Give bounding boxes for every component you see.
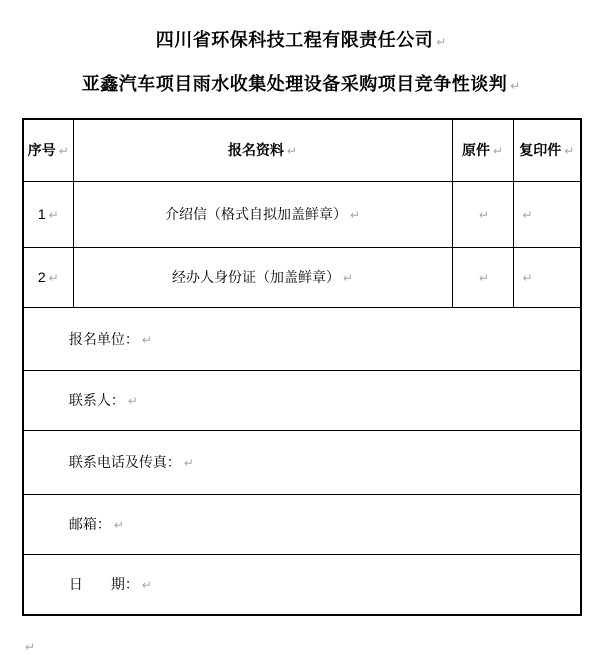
header-original-label: 原件 [461,142,490,159]
item1-material-cell [73,181,452,247]
contact-person-label: 联系人： [68,392,125,408]
item2-material-cell [73,247,452,307]
item1-copy-cell [513,181,581,247]
return-mark-icon: ↵ [349,208,361,222]
table-row-date [23,554,581,615]
header-cell-seq [23,119,73,181]
return-mark-icon: ↵ [286,144,298,159]
document-title-line1 [0,26,602,52]
table-row-phone-fax [23,430,581,494]
header-material-label: 报名资料 [227,142,284,159]
trailing-paragraph [22,638,35,655]
return-mark-icon: ↵ [183,456,194,470]
return-mark-icon: ↵ [141,332,152,347]
header-seq-label: 序号 [27,142,56,159]
header-copy-label: 复印件 [519,142,562,159]
return-mark-icon: ↵ [25,640,36,654]
header-cell-original [452,119,513,181]
return-mark-icon: ↵ [522,271,533,285]
item2-copy-cell [513,247,581,307]
return-mark-icon: ↵ [478,208,490,222]
document-title-line2 [0,70,602,96]
title-line2-text: 亚鑫汽车项目雨水收集处理设备采购项目竞争性谈判 [81,74,508,94]
item1-seq-cell [23,181,73,247]
return-mark-icon: ↵ [564,144,575,159]
return-mark-icon: ↵ [436,35,447,49]
table-header-row [23,119,581,181]
return-mark-icon: ↵ [58,144,69,159]
item2-original-cell [452,247,513,307]
table-row-contact-person [23,370,581,430]
return-mark-icon: ↵ [478,271,490,285]
return-mark-icon: ↵ [492,144,504,159]
header-cell-material [73,119,452,181]
table-row-email [23,494,581,554]
item2-seq-value: 2 [37,269,46,285]
email-label: 邮箱： [68,516,111,532]
header-cell-copy [513,119,581,181]
item1-material-text: 介绍信（格式自拟加盖鲜章） [164,206,347,222]
return-mark-icon: ↵ [342,271,354,285]
table-row-registrant-unit [23,307,581,370]
item2-material-text: 经办人身份证（加盖鲜章） [171,269,340,285]
date-cell [23,554,581,615]
registrant-unit-label: 报名单位： [68,330,139,347]
return-mark-icon: ↵ [48,271,59,285]
registrant-unit-cell [23,307,581,370]
phone-fax-cell [23,430,581,494]
item1-original-cell [452,181,513,247]
title-line1-text: 四川省环保科技工程有限责任公司 [155,30,434,50]
date-label: 日 期： [68,576,139,593]
registration-materials-table [22,118,582,616]
item1-seq-value: 1 [37,206,46,222]
return-mark-icon: ↵ [510,79,521,93]
phone-fax-label: 联系电话及传真： [68,454,181,470]
table-row-item-2 [23,247,581,307]
email-cell [23,494,581,554]
return-mark-icon: ↵ [48,208,59,222]
item2-seq-cell [23,247,73,307]
contact-person-cell [23,370,581,430]
return-mark-icon: ↵ [113,518,124,532]
return-mark-icon: ↵ [141,578,152,593]
return-mark-icon: ↵ [522,208,533,222]
return-mark-icon: ↵ [127,394,138,408]
table-row-item-1 [23,181,581,247]
